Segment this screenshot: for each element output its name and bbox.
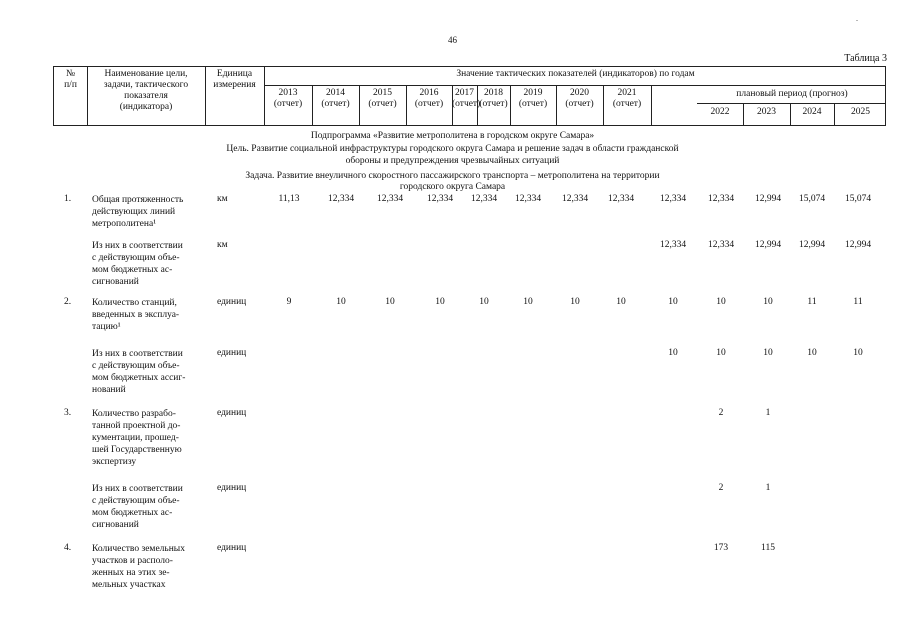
- header-year-2018: 2018 (отчет): [479, 88, 508, 109]
- value-cell: 12,334: [607, 194, 635, 204]
- indicator-name: Количество разрабо- танной проектной до- кументации, прошед- шей Государственную экспертизу: [92, 409, 182, 467]
- task-line-2: городского округа Самара: [399, 182, 506, 192]
- task-line-1: Задача. Развитие внеуличного скоростного пассажирского транспорта – метрополитена на территории: [245, 171, 660, 181]
- header-year-2013: 2013 (отчет): [273, 88, 303, 109]
- value-cell: 10: [763, 297, 773, 307]
- value-cell: 12,334: [376, 194, 404, 204]
- header-name: Наименование цели, задачи, тактического показателя (индикатора): [103, 69, 189, 112]
- indicator-name: Количество станций, введенных в эксплуа- тацию¹: [92, 298, 180, 332]
- value-cell: 10: [668, 348, 678, 358]
- header-plan-title: плановый период (прогноз): [736, 89, 848, 99]
- value-cell: 11,13: [278, 194, 300, 204]
- value-cell: 12,334: [659, 194, 687, 204]
- value-cell: 12,334: [707, 194, 735, 204]
- header-group-title: Значение тактических показателей (индикаторов) по годам: [456, 69, 695, 79]
- header-plan-year-2023: 2023: [757, 107, 776, 117]
- header-year-2016: 2016 (отчет): [414, 88, 444, 109]
- value-cell: 12,994: [754, 240, 782, 250]
- value-cell: 15,074: [844, 194, 872, 204]
- unit: единиц: [217, 297, 247, 307]
- value-cell: 12,334: [514, 194, 542, 204]
- value-cell: 10: [763, 348, 773, 358]
- value-cell: 10: [435, 297, 445, 307]
- header-plan-year-2024: 2024: [802, 107, 822, 117]
- value-cell: 10: [336, 297, 346, 307]
- value-cell: 173: [713, 543, 729, 553]
- unit: км: [217, 194, 228, 204]
- header-plan-year-2025: 2025: [851, 107, 870, 117]
- value-cell: 115: [761, 543, 775, 553]
- corner-mark: .: [856, 14, 858, 23]
- value-cell: 15,074: [798, 194, 826, 204]
- indicator-name: Количество земельных участков и располо- женных на этих зе- мельных участках: [92, 544, 185, 590]
- indicator-name: Из них в соответствии с действующим объе- мом бюджетных ассиг- нований: [92, 349, 186, 395]
- value-cell: 2: [718, 483, 724, 493]
- value-cell: 1: [765, 483, 771, 493]
- indicator-name: Из них в соответствии с действующим объе- мом бюджетных ас- сигнований: [92, 484, 183, 530]
- table-label: Таблица 3: [844, 53, 887, 64]
- value-cell: 11: [853, 297, 863, 307]
- unit: км: [217, 240, 228, 250]
- value-cell: 12,994: [798, 240, 826, 250]
- value-cell: 12,334: [561, 194, 589, 204]
- value-cell: 10: [716, 297, 726, 307]
- header-year-2017: 2017 (отчет): [452, 88, 481, 109]
- header-plan-year-2022: 2022: [710, 107, 730, 117]
- unit: единиц: [217, 408, 247, 418]
- header-year-2019: 2019 (отчет): [518, 88, 548, 109]
- table-header: [53, 66, 886, 126]
- value-cell: 10: [523, 297, 533, 307]
- value-cell: 12,334: [327, 194, 355, 204]
- row-number: 1.: [64, 194, 72, 204]
- value-cell: 10: [668, 297, 678, 307]
- value-cell: 10: [716, 348, 726, 358]
- subprogram-title: Подпрограмма «Развитие метрополитена в городском округе Самара»: [310, 131, 595, 141]
- value-cell: 12,994: [844, 240, 872, 250]
- value-cell: 10: [853, 348, 863, 358]
- value-cell: 11: [807, 297, 817, 307]
- header-unit: Единица измерения: [213, 69, 256, 90]
- indicator-name: Из них в соответствии с действующим объе- мом бюджетных ас- сигнований: [92, 241, 183, 287]
- value-cell: 10: [570, 297, 580, 307]
- value-cell: 12,334: [659, 240, 687, 250]
- header-year-2014: 2014 (отчет): [321, 88, 350, 109]
- value-cell: 1: [765, 408, 771, 418]
- indicator-name: Общая протяженность действующих линий метрополитена¹: [92, 195, 184, 229]
- value-cell: 10: [807, 348, 817, 358]
- goal-line-1: Цель. Развитие социальной инфраструктуры городского округа Самара и решение задач в области гражданской: [226, 144, 679, 154]
- row-number: 3.: [64, 408, 72, 418]
- goal-line-2: обороны и предупреждения чрезвычайных ситуаций: [345, 156, 560, 166]
- header-year-2021: 2021 (отчет): [612, 88, 642, 109]
- value-cell: 2: [718, 408, 724, 418]
- header-num: № п/п: [64, 69, 77, 90]
- value-cell: 12,334: [707, 240, 735, 250]
- header-year-2015: 2015 (отчет): [368, 88, 397, 109]
- row-number: 2.: [64, 297, 72, 307]
- header-year-2020: 2020 (отчет): [565, 88, 594, 109]
- value-cell: 9: [286, 297, 292, 307]
- value-cell: 12,334: [426, 194, 454, 204]
- unit: единиц: [217, 348, 247, 358]
- value-cell: 10: [616, 297, 626, 307]
- value-cell: 12,334: [470, 194, 498, 204]
- page-number: 46: [448, 35, 457, 45]
- unit: единиц: [217, 543, 247, 553]
- value-cell: 12,994: [754, 194, 782, 204]
- unit: единиц: [217, 483, 247, 493]
- value-cell: 10: [479, 297, 489, 307]
- value-cell: 10: [385, 297, 395, 307]
- row-number: 4.: [64, 543, 72, 553]
